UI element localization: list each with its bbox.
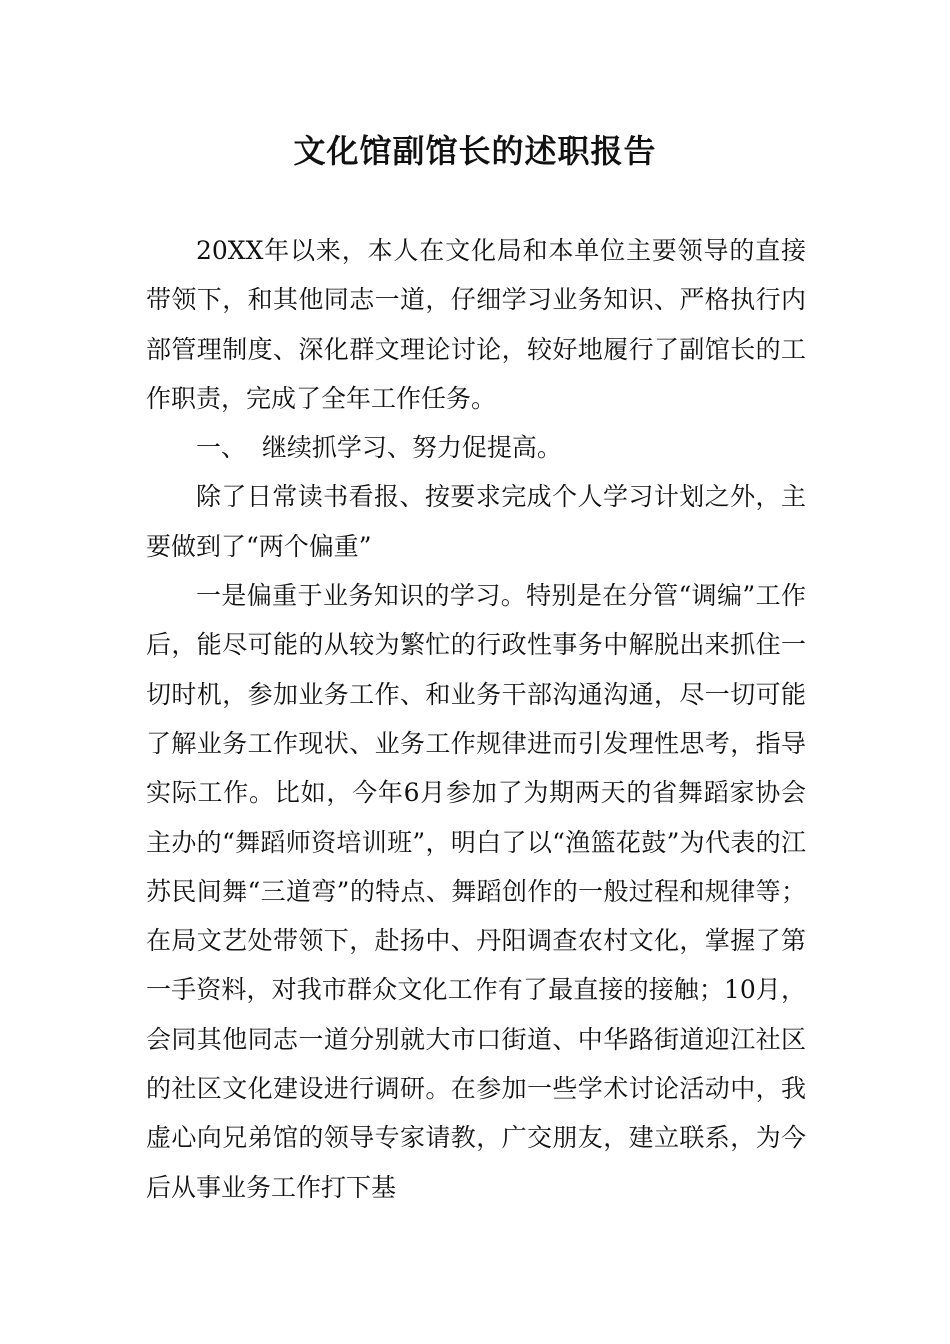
- paragraph-focus-one: 一是偏重于业务知识的学习。特别是在分管“调编”工作后，能尽可能的从较为繁忙的行政性事务中解脱出来抓住一切时机，参加业务工作、和业务干部沟通沟通，尽一切可能了解业务工作现状、业务工作规律进而引发理性思考，指导实际工作。比如，今年6月参加了为期两天的省舞蹈家协会主办的“舞蹈师资培训班”，明白了以“渔篮花鼓”为代表的江苏民间舞“三道弯”的特点、舞蹈创作的一般过程和规律等；在局文艺处带领下，赴扬中、丹阳调查农村文化，掌握了第一手资料，对我市群众文化工作有了最直接的接触；10月，会同其他同志一道分别就大市口街道、中华路街道迎江社区的社区文化建设进行调研。在参加一些学术讨论活动中，我虚心向兄弟馆的领导专家请教，广交朋友，建立联系，为今后从事业务工作打下基: [146, 581, 806, 1202]
- paragraph-intro: 20XX年以来，本人在文化局和本单位主要领导的直接带领下，和其他同志一道，仔细学习业务知识、严格执行内部管理制度、深化群文理论讨论，较好地履行了副馆长的工作职责，完成了全年工作任务。: [146, 236, 806, 413]
- document-title: 文化馆副馆长的述职报告: [293, 132, 657, 170]
- document-body: [146, 226, 806, 1212]
- paragraph-study: 除了日常读书看报、按要求完成个人学习计划之外，主要做到了“两个偏重”: [146, 482, 806, 561]
- paragraph-section-heading: 一、 继续抓学习、努力促提高。: [196, 433, 562, 463]
